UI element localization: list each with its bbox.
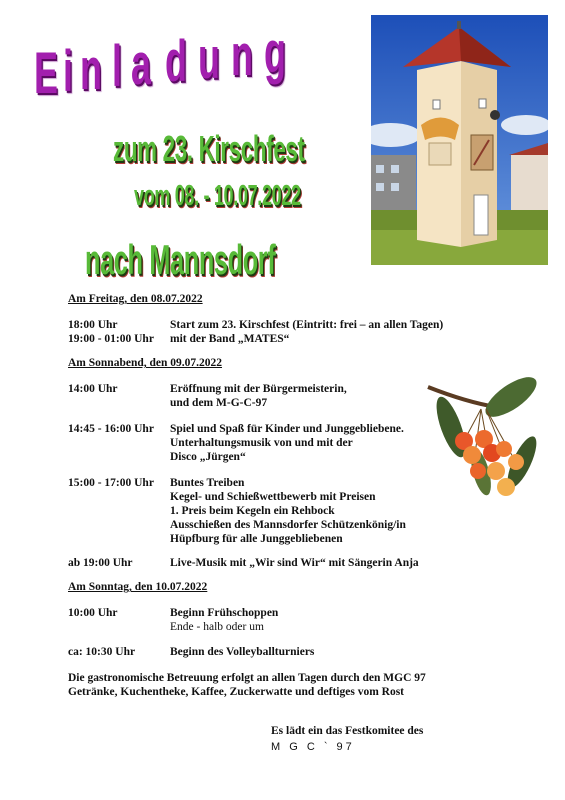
title-letter: a: [131, 32, 152, 97]
saturday-text: Eröffnung mit der Bürgermeisterin,: [170, 383, 347, 395]
footer-invite: Es lädt ein das Festkomitee des: [271, 725, 424, 737]
sunday-text: Beginn des Volleyballturniers: [170, 646, 315, 658]
tower-photo: [371, 15, 548, 265]
saturday-time-4: ab 19:00 Uhr: [68, 557, 133, 569]
footer-catering: Die gastronomische Betreuung erfolgt an allen Tagen durch den MGC 97: [68, 672, 426, 684]
headline-location: nach Mannsdorf: [85, 236, 276, 283]
saturday-text: Buntes Treiben: [170, 477, 245, 489]
title-letter: u: [198, 26, 220, 91]
saturday-text: 1. Preis beim Kegeln ein Rehbock: [170, 505, 335, 517]
friday-text-2: mit der Band „MATES“: [170, 333, 290, 345]
saturday-text: Ausschießen des Mannsdorfer Schützenkönig/in: [170, 519, 406, 531]
saturday-text: Kegel- und Schießwettbewerb mit Preisen: [170, 491, 376, 503]
saturday-text: Unterhaltungsmusik von und mit der: [170, 437, 353, 449]
footer-offers: Getränke, Kuchentheke, Kaffee, Zuckerwatte und deftiges vom Rost: [68, 686, 405, 698]
friday-time-2: 19:00 - 01:00 Uhr: [68, 333, 154, 345]
sunday-heading: Am Sonntag, den 10.07.2022: [68, 581, 208, 593]
saturday-time-2: 14:45 - 16:00 Uhr: [68, 423, 154, 435]
sunday-time-1: 10:00 Uhr: [68, 607, 118, 619]
sunday-time-2: ca: 10:30 Uhr: [68, 646, 136, 658]
cherry-illustration: [426, 367, 542, 507]
friday-time-1: 18:00 Uhr: [68, 319, 118, 331]
signature: M G C ` 97: [271, 741, 355, 753]
friday-heading: Am Freitag, den 08.07.2022: [68, 293, 203, 305]
saturday-heading: Am Sonnabend, den 09.07.2022: [68, 357, 223, 369]
sunday-text: Ende - halb oder um: [170, 621, 264, 633]
title-letter: n: [231, 23, 253, 88]
saturday-text: Hüpfburg für alle Junggebliebenen: [170, 533, 343, 545]
title-letter: d: [165, 29, 187, 94]
sunday-text: Beginn Frühschoppen: [170, 607, 279, 619]
title-letter: E: [34, 41, 58, 106]
saturday-time-3: 15:00 - 17:00 Uhr: [68, 477, 154, 489]
saturday-text: und dem M-G-C-97: [170, 397, 268, 409]
headline-dates: vom 08. - 10.07.2022: [134, 180, 301, 212]
title-letter: i: [63, 39, 73, 104]
headline-kirschfest: zum 23. Kirschfest: [113, 128, 305, 169]
friday-text-1: Start zum 23. Kirschfest (Eintritt: frei – an allen Tagen): [170, 319, 444, 331]
saturday-text: Spiel und Spaß für Kinder und Junggebliebene.: [170, 423, 404, 435]
saturday-text: Disco „Jürgen“: [170, 451, 246, 463]
title-letter: l: [112, 34, 122, 99]
title-letter: g: [264, 20, 286, 85]
saturday-text: Live-Musik mit „Wir sind Wir“ mit Sängerin Anja: [170, 557, 419, 569]
saturday-time-1: 14:00 Uhr: [68, 383, 118, 395]
title-letter: n: [80, 37, 102, 102]
